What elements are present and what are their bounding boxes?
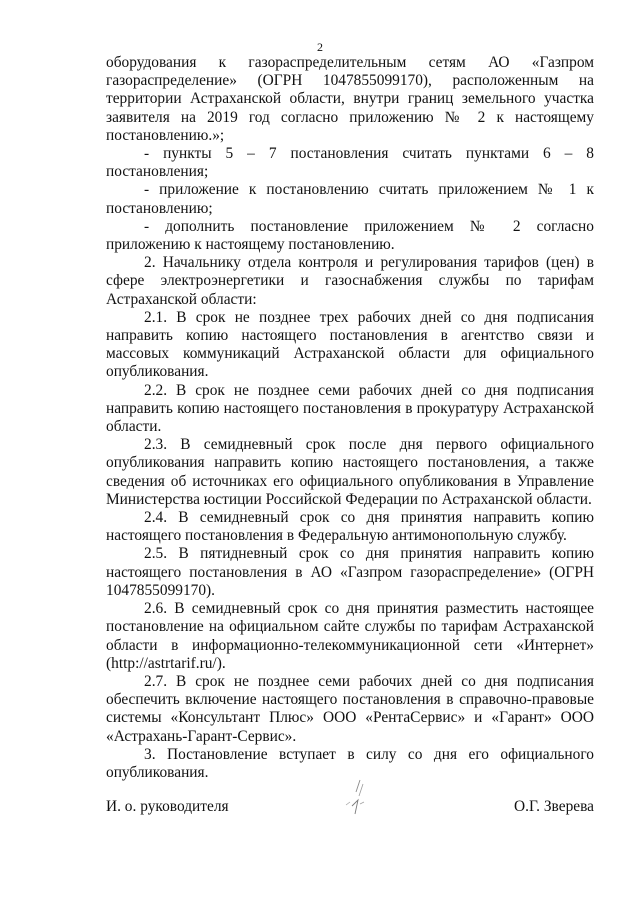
- paragraph: - пункты 5 – 7 постановления считать пунктами 6 – 8 постановления;: [106, 145, 594, 181]
- paragraph: - дополнить постановление приложением № 2 согласно приложению к настоящему постановлению.: [106, 217, 594, 254]
- paragraph: 2.1. В срок не позднее трех рабочих дней со дня подписания направить копию настоящего постановления в агентство связи и массовых коммуникаций Астраханской области для официального опубликования.: [106, 308, 594, 381]
- paragraph: 2.4. В семидневный срок со дня принятия направить копию настоящего постановления в Федеральную антимонопольную службу.: [106, 509, 594, 545]
- paragraph: - приложение к постановлению считать приложением № 1 к постановлению;: [106, 181, 594, 217]
- page-number: 2: [317, 40, 323, 54]
- paragraph: 2.2. В срок не позднее семи рабочих дней со дня подписания направить копию настоящего постановления в прокуратуру Астраханской области.: [106, 381, 594, 436]
- handwritten-signature: [338, 778, 378, 818]
- paragraph: 2.3. В семидневный срок после дня первого официального опубликования направить копию настоящего постановления, а также сведения об источниках его официального опубликования в Управление Министерства юстиции Российской Федерации по Астраханской области.: [106, 436, 594, 508]
- signer-name: О.Г. Зверева: [514, 798, 594, 815]
- paragraph: 2. Начальнику отдела контроля и регулирования тарифов (цен) в сфере электроэнергетики и газоснабжения службы по тарифам Астраханской области:: [106, 254, 594, 308]
- signature-block: [106, 778, 594, 818]
- paragraph: 2.6. В семидневный срок со дня принятия разместить настоящее постановление на официальном сайте службы по тарифам Астраханской области в информационно-телекоммуникационной сети «Интернет» (http://astrtarif.ru/).: [106, 600, 594, 672]
- paragraph: 2.5. В пятидневный срок со дня принятия направить копию настоящего постановления в АО «Газпром газораспределение» (ОГРН 1047855099170).: [106, 545, 594, 599]
- paragraph: оборудования к газораспределительным сетям АО «Газпром газораспределение» (ОГРН 1047855099170), расположенным на территории Астраханской области, внутри границ земельного участка заявителя на 2019 год согласно приложению № 2 к настоящему постановлению.»;: [106, 54, 594, 144]
- paragraph: 2.7. В срок не позднее семи рабочих дней со дня подписания обеспечить включение настоящего постановления в справочно-правовые системы «Консультант Плюс» ООО «РентаСервис» и «Гарант» ООО «Астрахань-Гарант-Сервис».: [106, 672, 594, 745]
- paragraph: 3. Постановление вступает в силу со дня его официального опубликования.: [106, 745, 594, 781]
- signer-title: И. о. руководителя: [106, 798, 229, 815]
- document-body: [106, 54, 594, 782]
